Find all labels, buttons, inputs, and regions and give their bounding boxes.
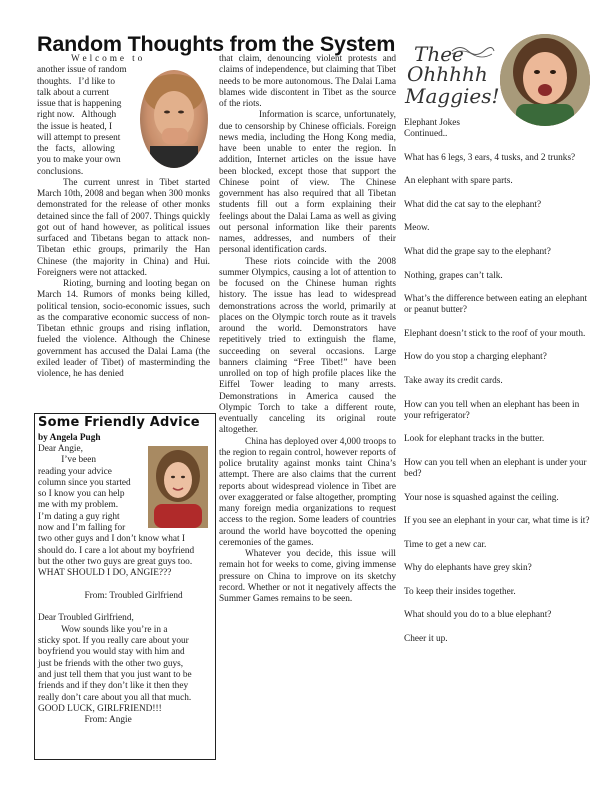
welcome-line: you to make your own: [37, 155, 121, 166]
advice-line: Dear Troubled Girlfriend,: [38, 613, 134, 624]
advice-line: but the other two guys are great guys too.: [38, 556, 193, 567]
advice-line: reading your advice: [38, 466, 112, 477]
jokes-intro: Elephant Jokes Continued..: [404, 118, 461, 140]
advice-line: two other guys and I don’t know what I: [38, 534, 186, 545]
joke-line: Why do elephants have grey skin?: [404, 563, 532, 574]
portrait-photo-angie: [148, 446, 208, 528]
advice-line: WHAT SHOULD I DO, ANGIE???: [38, 568, 172, 579]
joke-line: How do you stop a charging elephant?: [404, 352, 547, 363]
welcome-line: the issue is heated, I: [37, 121, 113, 132]
joke-line: Your nose is squashed against the ceiling.: [404, 492, 559, 503]
welcome-line: right now. Although: [37, 110, 117, 121]
advice-line: GOOD LUCK, GIRLFRIEND!!!: [38, 703, 162, 714]
advice-line: should do. I care a lot about my boyfriend: [38, 545, 195, 556]
portrait-boy-icon: [140, 70, 208, 168]
advice-line: [38, 580, 210, 591]
advice-line: really don’t care about you all that much.: [38, 692, 192, 703]
welcome-line: issue that is happening: [37, 99, 122, 109]
portrait-photo-boy: [140, 70, 208, 168]
advice-line: [38, 602, 210, 613]
advice-line: and just tell them that you just want to be: [38, 669, 192, 680]
article-paragraph: Whatever you decide, this issue will remain hot for weeks to come, giving immense pressure on China to improve on its sketchy record. Whether or not it negatively affects the Summer Games remains to be seen.: [219, 549, 396, 604]
joke-line: What has 6 legs, 3 ears, 4 tusks, and 2 trunks?: [404, 152, 576, 163]
article-paragraph: Information is scarce, unfortunately, due to censorship by Chinese officials. Foreign news media, including the Hong Kong media, have been unable to enter the region. In addition, Internet articles on the issue have been blocked, except those that support the Chinese point of view. The Chinese government has also required that all Tibetan students fill out a form explaining their feelings about the Dalai Lama as well as giving out personal information like their parents names, addresses, and numbers of their personal identification cards.: [219, 110, 396, 256]
joke-line: What should you do to a blue elephant?: [404, 610, 552, 621]
welcome-line: conclusions.: [37, 166, 84, 177]
advice-line: friends and if they don’t like it then they: [38, 681, 189, 692]
advice-line: Dear Angie,: [38, 444, 83, 454]
maggies-line: Thee: [414, 42, 464, 66]
advice-line: I’ve been: [38, 455, 97, 466]
joke-line: If you see an elephant in your car, what time is it?: [404, 516, 590, 527]
joke-line: Nothing, grapes can’t talk.: [404, 270, 503, 281]
maggies-line: Maggies!: [405, 84, 500, 108]
welcome-line: will attempt to present: [37, 132, 121, 143]
advice-line: Wow sounds like you’re in a: [38, 624, 168, 635]
welcome-line: the facts, allowing: [37, 144, 115, 154]
joke-line: What’s the difference between eating an elephant or peanut butter?: [404, 294, 588, 316]
advice-line: me with my problem.: [38, 500, 119, 511]
jokes-column: [404, 118, 594, 657]
article-paragraph: that claim, denouncing violent protests and claims of independence, but claiming that Tibet needs to be more autonomous. The Dalai Lama blames wide discontent in Tibet as the source of the riots.: [219, 54, 396, 109]
advice-line: sticky spot. If you really care about your: [38, 636, 189, 647]
joke-line: Take away its credit cards.: [404, 375, 503, 386]
article-paragraph: The current unrest in Tibet started March 10th, 2008 and began when 300 monks demonstrated for the release of other monks detained since the fall of 2007. Things quickly got out of hand however, as political issues surfaced and Tibetans began to attack non-Tibetan ethic groups, primarily the Han Chinese (the majority in China) and Hui. Foreigners were not attacked.: [37, 177, 210, 278]
welcome-line: another issue of random: [37, 65, 127, 76]
advice-line: column since you started: [38, 477, 131, 488]
advice-line: just be friends with the other two guys,: [38, 658, 184, 669]
page-headline: Random Thoughts from the System: [37, 32, 396, 56]
article-paragraph: China has deployed over 4,000 troops to the region to regain control, however reports of police brutality against monks taint China’s attempt. There are also claims that the current reports about widespread violence in Tibet are over exaggerated or false altogether, prompting many foreign media organizations to request access to the region. Some leaders of countries around the world have boycotted the opening ceremonies of the games.: [219, 436, 396, 548]
joke-line: What did the grape say to the elephant?: [404, 246, 551, 257]
joke-line: To keep their insides together.: [404, 586, 516, 597]
article-paragraph: Rioting, burning and looting began on March 14. Rumors of monks being killed, political tension, socio-economic issues, such as the comparative economic success of non-Tibetan ethnic groups and rising inflation, fueled the violence. Although the Chinese government has accused the Dalai Lama (the exiled leader of Tibet) of masterminding the violence, he has denied: [37, 279, 210, 379]
advice-line: From: Troubled Girlfriend: [38, 590, 183, 601]
portrait-photo-girl: [500, 34, 590, 126]
advice-line: From: Angie: [38, 715, 132, 726]
joke-line: How can you tell when an elephant has been in your refrigerator?: [404, 399, 580, 421]
advice-line: I’m dating a guy right: [38, 511, 120, 522]
portrait-girl-icon: [500, 34, 590, 126]
article-column-2: [219, 54, 396, 605]
advice-line: boyfriend you would stay with him and: [38, 647, 185, 658]
article-paragraph: These riots coincide with the 2008 summer Olympics, causing a lot of attention to be focused on the Chinese human rights history. The issue has lead to widespread demonstrations across the world, primarily at places on the Olympic torch route as it travels around the world. Demonstrators have repetitively tried to extinguish the flame, succeeding on several occasions. Large banners claiming “Free Tibet!” have been unrolled on top of high profile places like the Eiffel Tower leading to many arrests. Demonstrations in America caused the Olympic Torch to take a different route, eventually canceling its original route altogether.: [219, 256, 396, 436]
maggies-line: Ohhhhh: [407, 62, 488, 86]
advice-title: Some Friendly Advice: [38, 415, 200, 430]
joke-line: Time to get a new car.: [404, 539, 487, 550]
welcome-line: talk about a current: [37, 87, 110, 98]
advice-line: now and I’m falling for: [38, 523, 126, 534]
joke-line: An elephant with spare parts.: [404, 176, 513, 187]
joke-line: Elephant doesn’t stick to the roof of your mouth.: [404, 328, 586, 339]
welcome-line: W e l c o m e t o: [71, 54, 143, 64]
advice-byline: by Angela Pugh: [38, 433, 101, 443]
joke-line: What did the cat say to the elephant?: [404, 199, 542, 210]
joke-line: How can you tell when an elephant is under your bed?: [404, 457, 587, 480]
joke-line: Meow.: [404, 223, 430, 234]
welcome-paragraph: [37, 54, 143, 178]
flourish-icon: [450, 44, 496, 58]
joke-line: Cheer it up.: [404, 633, 448, 644]
advice-line: so I know you can help: [38, 489, 125, 500]
portrait-angie-icon: [148, 446, 208, 528]
joke-line: Look for elephant tracks in the butter.: [404, 434, 545, 445]
welcome-line: thoughts. I’d like to: [37, 76, 115, 87]
